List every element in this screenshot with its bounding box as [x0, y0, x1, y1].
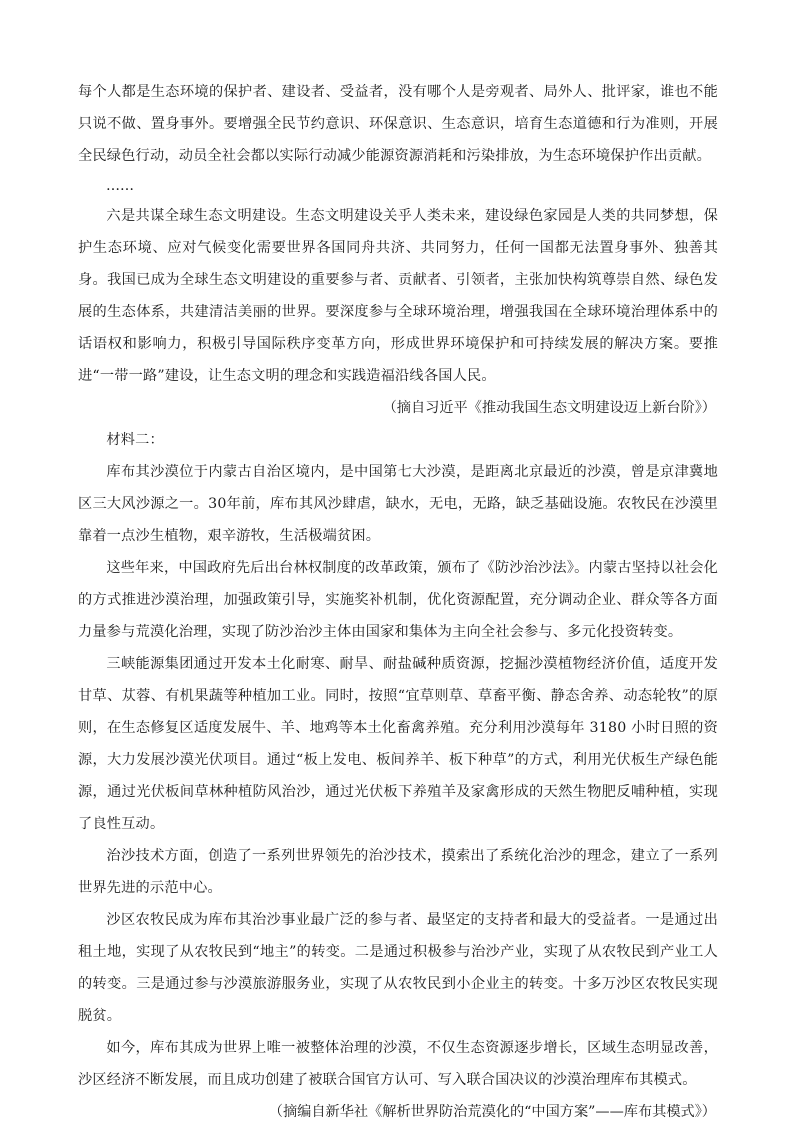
material-two-source-citation: （摘编自新华社《解析世界防治荒漠化的“中国方案”——库布其模式》） [268, 1104, 716, 1120]
material-two-paragraph: 这些年来，中国政府先后出台林权制度的改革政策，颁布了《防沙治沙法》。内蒙古坚持以社会化的方式推进沙漠治理，加强政策引导，实施奖补机制，优化资源配置，充分调动企业、群众等各方面力量参与荒漠化治理，实现了防沙治沙主体由国家和集体为主向全社会参与、多元化投资转变。 [78, 560, 718, 640]
material-one-closing-paragraph: 每个人都是生态环境的保护者、建设者、受益者，没有哪个人是旁观者、局外人、批评家，谁也不能只说不做、置身事外。要增强全民节约意识、环保意识、生态意识，培育生态道德和行为准则，开展全民绿色行动，动员全社会都以实际行动减少能源资源消耗和污染排放，为生态环境保护作出贡献。 [78, 84, 718, 164]
material-two-heading: 材料二： [106, 432, 164, 448]
material-two-paragraph: 如今，库布其成为世界上唯一被整体治理的沙漠，不仅生态资源逐步增长，区域生态明显改善，沙区经济不断发展，而且成功创建了被联合国官方认可、写入联合国决议的沙漠治理库布其模式。 [78, 1040, 718, 1088]
omission-ellipsis: …… [106, 178, 134, 194]
material-one-point-six-paragraph: 六是共谋全球生态文明建设。生态文明建设关乎人类未来，建设绿色家园是人类的共同梦想，保护生态环境、应对气候变化需要世界各国同舟共济、共同努力，任何一国都无法置身事外、独善其身。我国已成为全球生态文明建设的重要参与者、贡献者、引领者，主张加快构筑尊崇自然、绿色发展的生态体系，共建清洁美丽的世界。要深度参与全球环境治理，增强我国在全球环境治理体系中的话语权和影响力，积极引导国际秩序变革方向，形成世界环境保护和可持续发展的解决方案。要推进“一带一路”建设，让生态文明的理念和实践造福沿线各国人民。 [78, 208, 718, 384]
material-one-source-citation: （摘自习近平《推动我国生态文明建设迈上新台阶》） [382, 400, 716, 416]
material-two-paragraph: 治沙技术方面，创造了一系列世界领先的治沙技术，摸索出了系统化治沙的理念，建立了一系列世界先进的示范中心。 [78, 848, 718, 896]
material-two-paragraph: 库布其沙漠位于内蒙古自治区境内，是中国第七大沙漠，是距离北京最近的沙漠，曾是京津冀地区三大风沙源之一。30年前，库布其风沙肆虐，缺水，无电，无路，缺乏基础设施。农牧民在沙漠里靠着一点沙生植物，艰辛游牧，生活极端贫困。 [78, 464, 718, 544]
material-two-paragraph: 沙区农牧民成为库布其治沙事业最广泛的参与者、最坚定的支持者和最大的受益者。一是通过出租土地，实现了从农牧民到“地主”的转变。二是通过积极参与治沙产业，实现了从农牧民到产业工人的转变。三是通过参与沙漠旅游服务业，实现了从农牧民到小企业主的转变。十多万沙区农牧民实现脱贫。 [78, 912, 718, 1024]
material-two-paragraph: 三峡能源集团通过开发本土化耐寒、耐旱、耐盐碱种质资源，挖掘沙漠植物经济价值，适度开发甘草、苁蓉、有机果蔬等种植加工业。同时，按照“宜草则草、草畜平衡、静态舍养、动态轮牧”的原则，在生态修复区适度发展牛、羊、地鸡等本土化畜禽养殖。充分利用沙漠每年 3180 小时日照的资源，大力发展沙漠光伏项目。通过“板上发电、板间养羊、板下种草”的方式，利用光伏板生产绿色能源，通过光伏板间草林种植防风治沙，通过光伏板下养殖羊及家禽形成的天然生物肥反哺种植，实现了良性互动。 [78, 656, 718, 832]
document-page [78, 76, 718, 1128]
